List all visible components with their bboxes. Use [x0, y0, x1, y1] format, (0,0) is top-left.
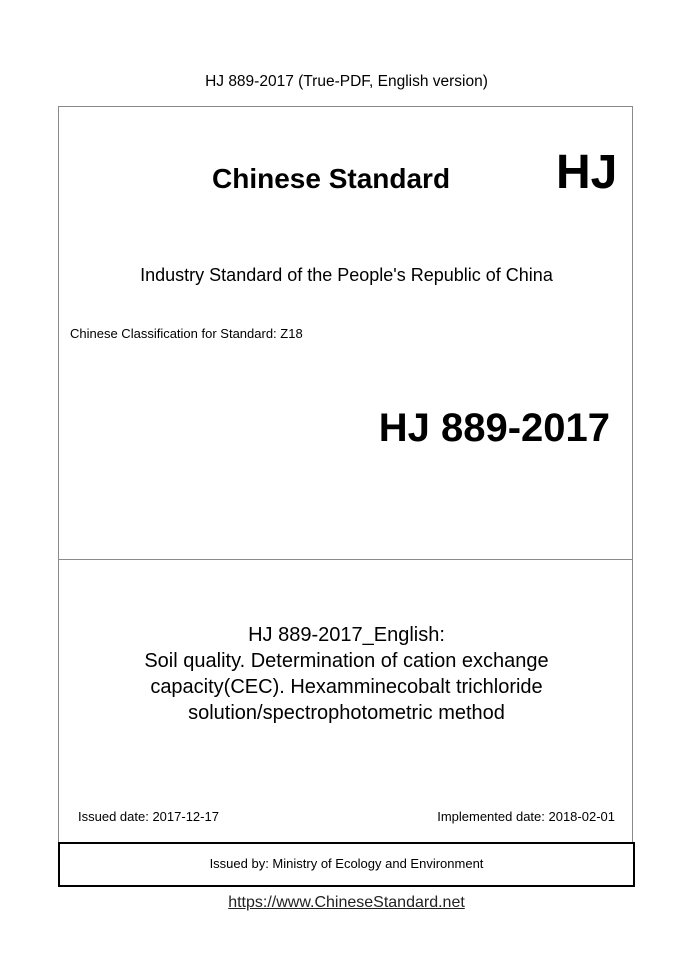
document-title-line: HJ 889-2017_English:: [248, 624, 445, 646]
document-title-line: solution/spectrophotometric method: [188, 702, 505, 724]
standard-label: Chinese Standard: [212, 163, 451, 194]
document-title: [60, 622, 633, 726]
page-header-title: HJ 889-2017 (True-PDF, English version): [205, 73, 488, 90]
classification-code: Chinese Classification for Standard: Z18: [70, 326, 303, 341]
hj-mark: HJ: [556, 146, 618, 199]
document-title-line: capacity(CEC). Hexamminecobalt trichloride: [150, 676, 543, 698]
issued-date: Issued date: 2017-12-17: [78, 809, 219, 824]
issued-by: Issued by: Ministry of Ecology and Environment: [209, 856, 484, 871]
website-link[interactable]: https://www.ChineseStandard.net: [228, 894, 465, 911]
document-title-line: Soil quality. Determination of cation exchange: [144, 650, 549, 672]
industry-standard-line: Industry Standard of the People's Republic of China: [140, 265, 553, 285]
implemented-date: Implemented date: 2018-02-01: [437, 809, 615, 824]
standard-number: HJ 889-2017: [378, 406, 610, 450]
